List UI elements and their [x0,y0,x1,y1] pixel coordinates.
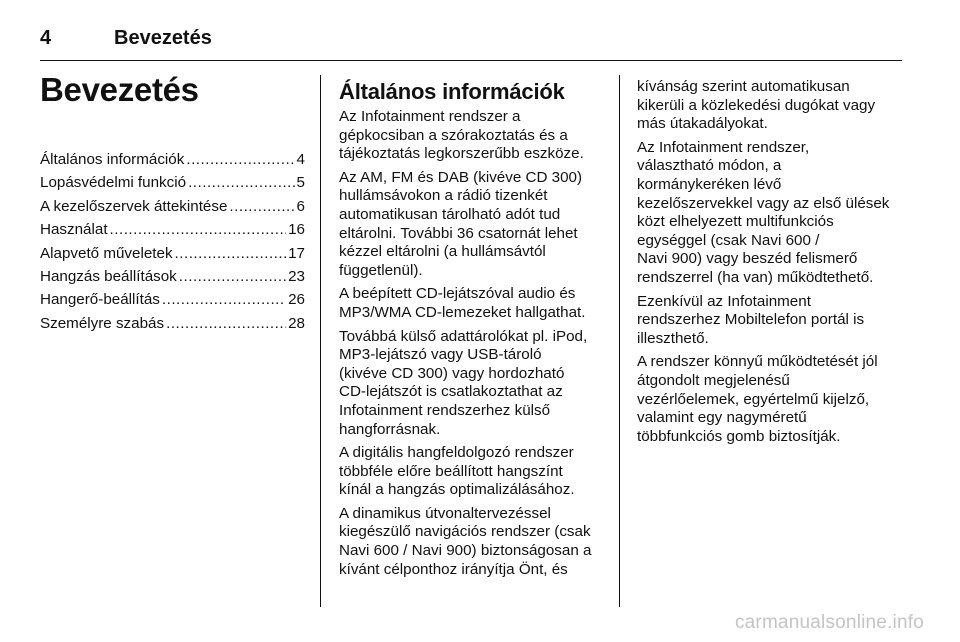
column-divider-right [619,75,620,607]
toc-item[interactable] [40,218,305,241]
toc-leader [186,148,294,171]
paragraph: Az Infotainment rendszer, választható módon, a kormánykeréken lévő kezelőszervekkel vagy az első ülések közt elhelyezett multifunkciós egységgel (csak Navi 600 / Navi 900) vagy beszéd felismerő rendszerrel (ha van) működtethető. [637,138,890,286]
toc-leader [188,171,294,194]
toc-item[interactable] [40,265,305,288]
section-title: Bevezetés [40,71,199,108]
watermark: carmanualsonline.info [734,612,924,633]
paragraph: Az AM, FM és DAB (kivéve CD 300) hullámsávokon a rádió tizenkét automatikusan tárolható adót tud eltárolni. További 36 csatornát lehet kézzel eltárolni (a hullámsávtól függetlenül). [339,168,583,279]
toc-leader [175,242,287,265]
toc-leader [162,288,286,311]
toc-item-label: Hangzás beállítások [40,268,177,286]
column-divider-left [320,75,321,607]
paragraph: Az Infotainment rendszer a gépkocsiban a szórakoztatás és a tájékoztatás legkorszerűbb eszköze. [339,108,584,163]
paragraph: Ezenkívül az Infotainment rendszerhez Mobiltelefon portál is illeszthető. [637,292,865,347]
toc-leader [166,312,286,335]
page-header [40,18,902,58]
table-of-contents [40,148,305,335]
toc-item-label: A kezelőszervek áttekintése [40,197,228,215]
toc-item-page: 6 [296,197,305,215]
toc-leader [229,195,294,218]
toc-item[interactable] [40,242,305,265]
toc-item-label: Használat [40,221,108,239]
paragraph: kívánság szerint automatikusan kikerüli a közlekedési dugókat vagy más útakadályokat. [637,78,876,133]
toc-column [40,70,305,335]
toc-item[interactable] [40,148,305,171]
toc-item-label: Alapvető műveletek [40,244,173,262]
toc-leader [179,265,286,288]
toc-item-label: Személyre szabás [40,314,165,332]
paragraph: Továbbá külső adattárolókat pl. iPod, MP3-lejátszó vagy USB-tároló (kivéve CD 300) vagy hordozható CD-lejátszót is csatlakoztathat az Infotainment rendszerhez külső hangforrásnak. [339,327,588,438]
toc-item-page: 26 [288,291,305,309]
paragraph: A dinamikus útvonaltervezéssel kiegészülő navigációs rendszer (csak Navi 600 / Navi 900) biztonságosan a kívánt célponthoz irányítja Önt, és [339,504,592,578]
content-column-right [637,78,905,451]
toc-item[interactable] [40,195,305,218]
header-divider [40,60,902,61]
toc-item[interactable] [40,171,305,194]
paragraph: A digitális hangfeldolgozó rendszer többféle előre beállított hangszínt kínál a hangzás optimalizálásához. [339,444,575,499]
header-title: Bevezetés [114,26,212,49]
toc-item-label: Hangerő-beállítás [40,291,160,309]
subsection-title: Általános információk [339,79,565,104]
toc-item[interactable] [40,312,305,335]
toc-item-page: 5 [296,174,305,192]
paragraph: A beépített CD-lejátszóval audio és MP3/WMA CD-lemezeket hallgathat. [339,285,586,321]
toc-item-page: 17 [288,244,305,262]
toc-item-page: 28 [288,314,305,332]
toc-item[interactable] [40,288,305,311]
toc-item-page: 16 [288,221,305,239]
paragraph: A rendszer könnyű működtetését jól átgondolt megjelenésű vezérlőelemek, egyértelmű kijelző, valamint egy nagyméretű többfunkciós gomb biztosítják. [637,353,878,445]
page-number: 4 [40,26,52,49]
content-column-middle [339,78,607,584]
toc-item-page: 23 [288,268,305,286]
toc-item-page: 4 [296,151,305,168]
toc-leader [110,218,287,241]
toc-item-label: Általános információk [40,151,185,168]
toc-item-label: Lopásvédelmi funkció [40,174,187,192]
